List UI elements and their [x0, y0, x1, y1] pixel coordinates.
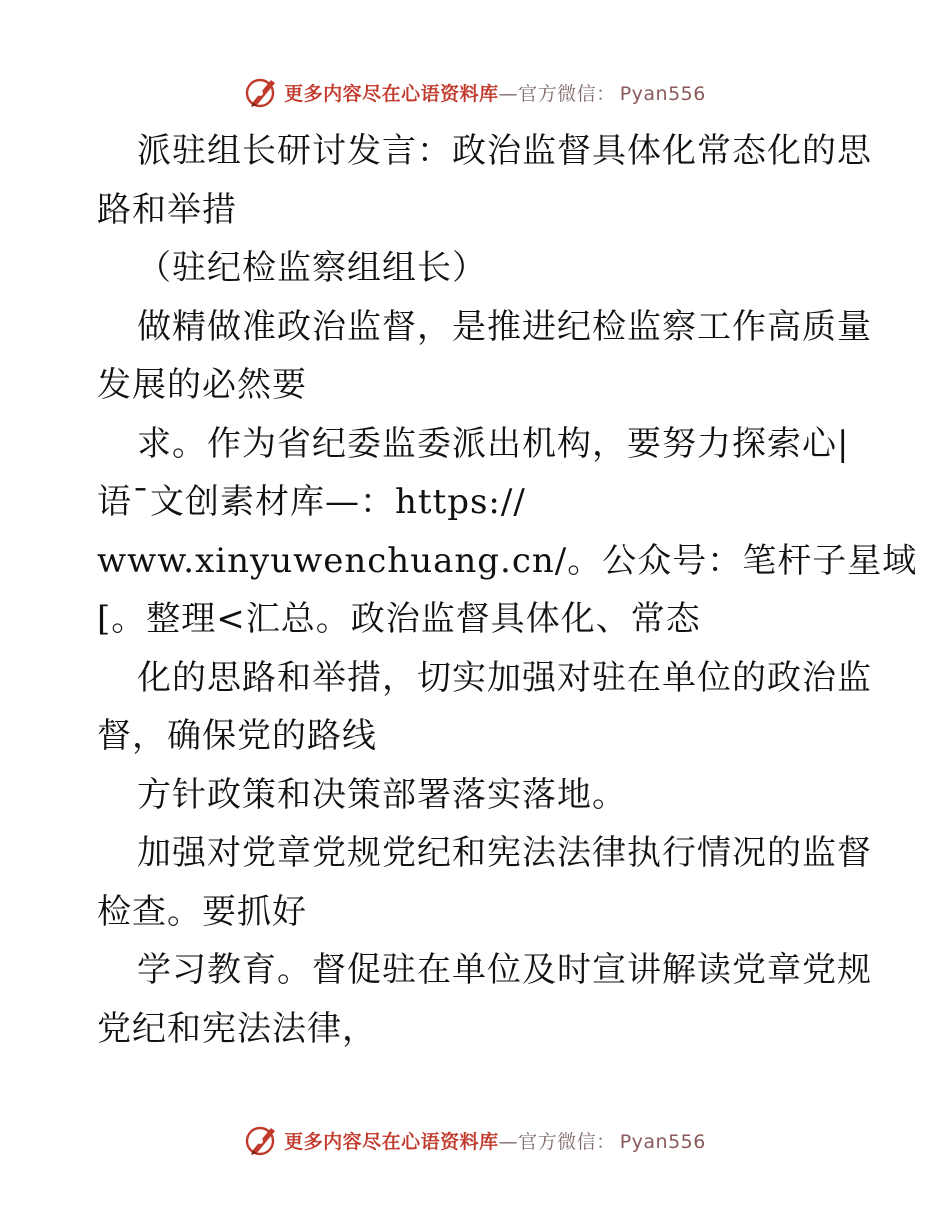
paragraph-line: 语¯文创素材库—：https://: [97, 482, 526, 522]
paragraph-line: 检查。要抓好: [97, 891, 307, 932]
banner-text: [284, 1127, 706, 1154]
paragraph-line: 求。作为省纪委监委派出机构，要努力探索心|: [137, 423, 850, 464]
paragraph-line: 化的思路和举措，切实加强对驻在单位的政治监: [137, 657, 872, 698]
document-body: [97, 122, 918, 1058]
paragraph-line: www.xinyuwenchuang.cn/。公众号：笔杆子星域: [97, 540, 918, 581]
paragraph-line: 方针政策和决策部署落实落地。: [137, 774, 627, 815]
paragraph-line: [。整理<汇总。政治监督具体化、常态: [97, 599, 701, 639]
banner-account: Pyan556: [619, 1130, 706, 1153]
banner-main-text: 更多内容尽在心语资料库: [284, 82, 499, 105]
paragraph-line: 加强对党章党规党纪和宪法法律执行情况的监督: [137, 833, 872, 873]
paragraph-line: 党纪和宪法法律，: [97, 1008, 377, 1049]
banner-text: [284, 79, 706, 106]
banner-main-text: 更多内容尽在心语资料库: [284, 1130, 499, 1153]
pen-logo-icon: [244, 1122, 280, 1158]
paragraph-line: 督，确保党的路线: [97, 716, 377, 756]
banner-account: Pyan556: [619, 82, 706, 105]
paragraph-line: 学习教育。督促驻在单位及时宣讲解读党章党规: [137, 950, 872, 990]
banner-dash: —: [498, 82, 519, 105]
banner-wechat-label: 官方微信：: [518, 82, 616, 105]
paragraph-line: 做精做准政治监督，是推进纪检监察工作高质量: [137, 306, 872, 347]
title-line-1: 派驻组长研讨发言：政治监督具体化常态化的思: [137, 131, 872, 171]
author-line: （驻纪检监察组组长）: [137, 248, 487, 288]
footer-watermark-banner: [0, 1120, 950, 1160]
header-watermark-banner: [0, 72, 950, 112]
pen-logo-icon: [244, 74, 280, 110]
banner-dash: —: [498, 1130, 519, 1153]
paragraph-line: 发展的必然要: [97, 365, 307, 405]
banner-wechat-label: 官方微信：: [518, 1130, 616, 1153]
title-line-2: 路和举措: [97, 189, 237, 230]
